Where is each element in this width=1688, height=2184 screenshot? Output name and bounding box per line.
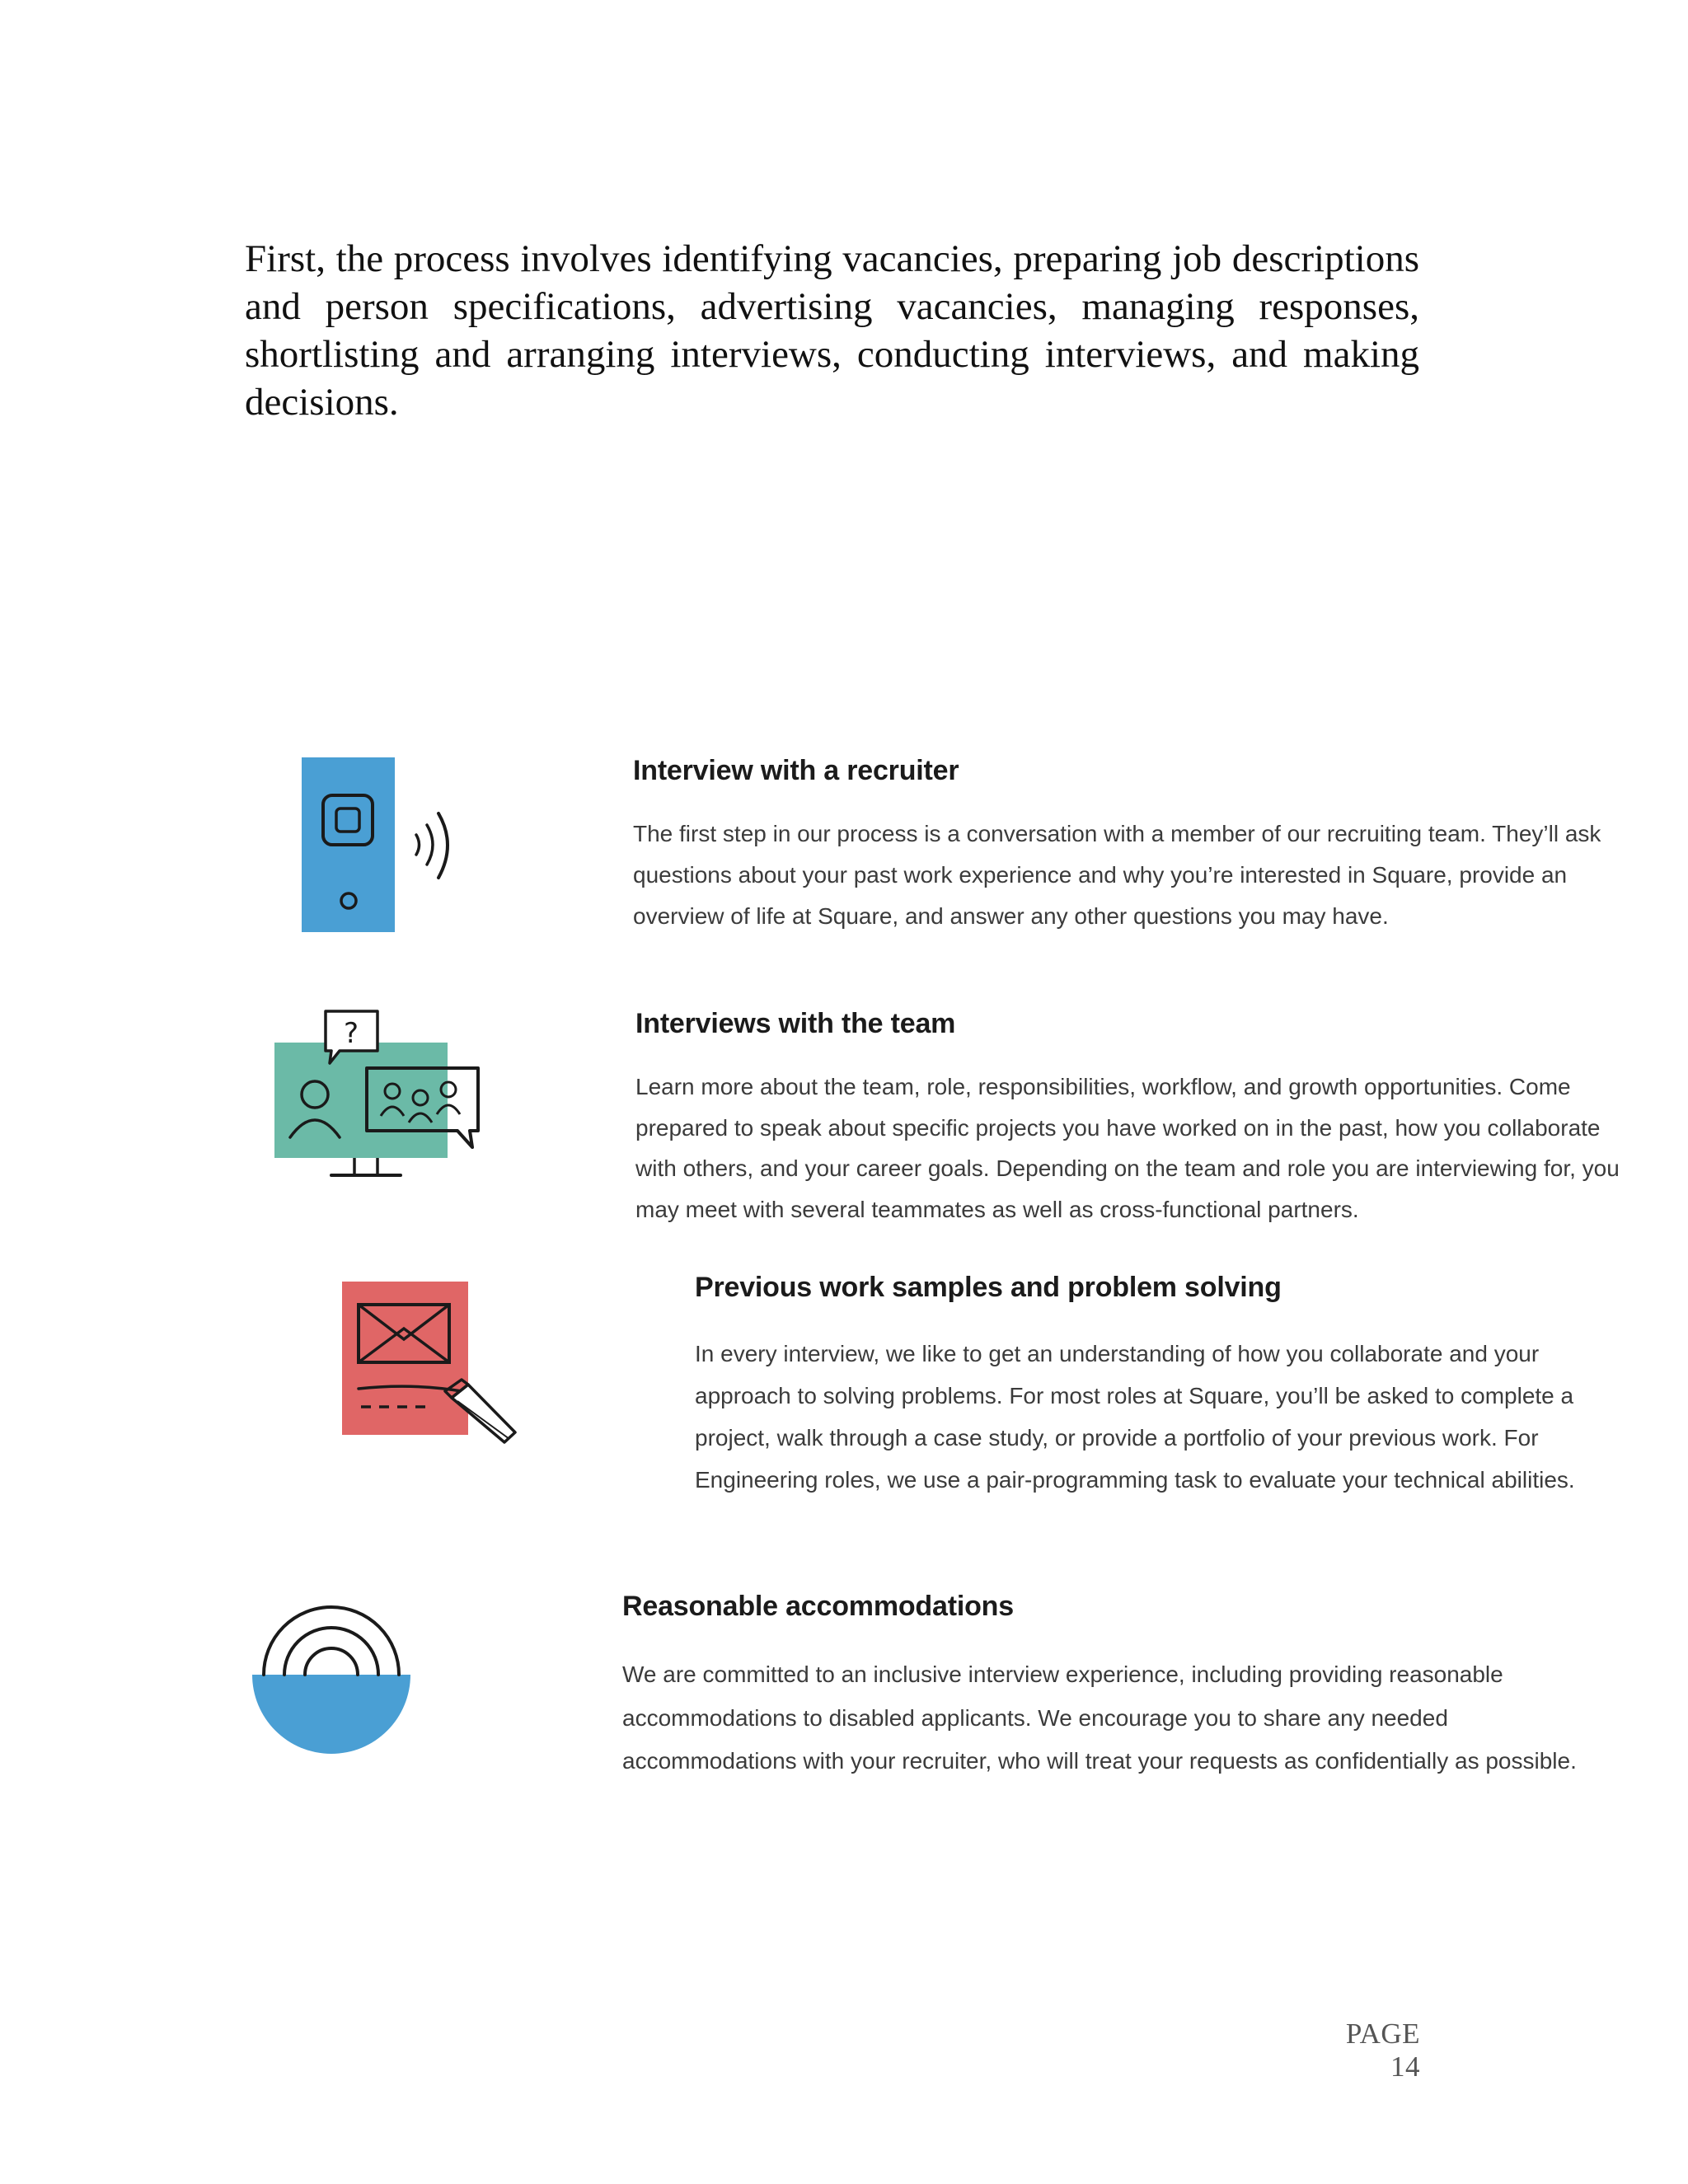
intro-paragraph: First, the process involves identifying vacancies, preparing job descriptions and person specifications, advertising vacancies, managing responses, shortlisting and arranging interviews, conducting interviews, and making decisions. bbox=[245, 237, 1419, 424]
section-interviews-team bbox=[635, 1005, 1625, 1230]
section-title: Reasonable accommodations bbox=[622, 1591, 1014, 1622]
section-body: The first step in our process is a conversation with a member of our recruiting team. They’ll ask questions about your past work experience and why you’re interested in Square, provide an overview of life at Square, and answer any other questions you may have. bbox=[633, 821, 1601, 929]
card-reader-icon bbox=[297, 754, 470, 935]
section-title: Previous work samples and problem solving bbox=[695, 1272, 1282, 1303]
section-interview-recruiter bbox=[633, 752, 1622, 937]
section-work-samples bbox=[695, 1269, 1634, 1501]
section-body: In every interview, we like to get an understanding of how you collaborate and your approach to solving problems. For most roles at Square, you’ll be asked to complete a project, walk through a case study, or provide a portfolio of your previous work. For Engineering roles, we use a pair-programming task to evaluate your technical abilities. bbox=[695, 1341, 1575, 1493]
section-title: Interviews with the team bbox=[635, 1008, 956, 1039]
section-body: Learn more about the team, role, responsibilities, workflow, and growth opportunities. Come prepared to speak about specific projects you have worked on in the past, how you collaborate with others, and your career goals. Depending on the team and role you are interviewing for, you may meet with several teammates as well as cross-functional partners. bbox=[635, 1074, 1620, 1222]
rainbow-bowl-icon bbox=[247, 1607, 420, 1772]
page-number: PAGE 14 bbox=[1345, 2018, 1420, 2083]
envelope-pencil-icon bbox=[338, 1277, 519, 1467]
section-accommodations bbox=[622, 1588, 1611, 1783]
section-body: We are committed to an inclusive interview experience, including providing reasonable accommodations to disabled applicants. We encourage you to share any needed accommodations with your recruiter, who will treat your requests as confidentially as possible. bbox=[622, 1661, 1577, 1774]
video-call-icon bbox=[272, 1005, 486, 1187]
svg-text:?: ? bbox=[343, 1017, 359, 1050]
section-title: Interview with a recruiter bbox=[633, 755, 959, 786]
